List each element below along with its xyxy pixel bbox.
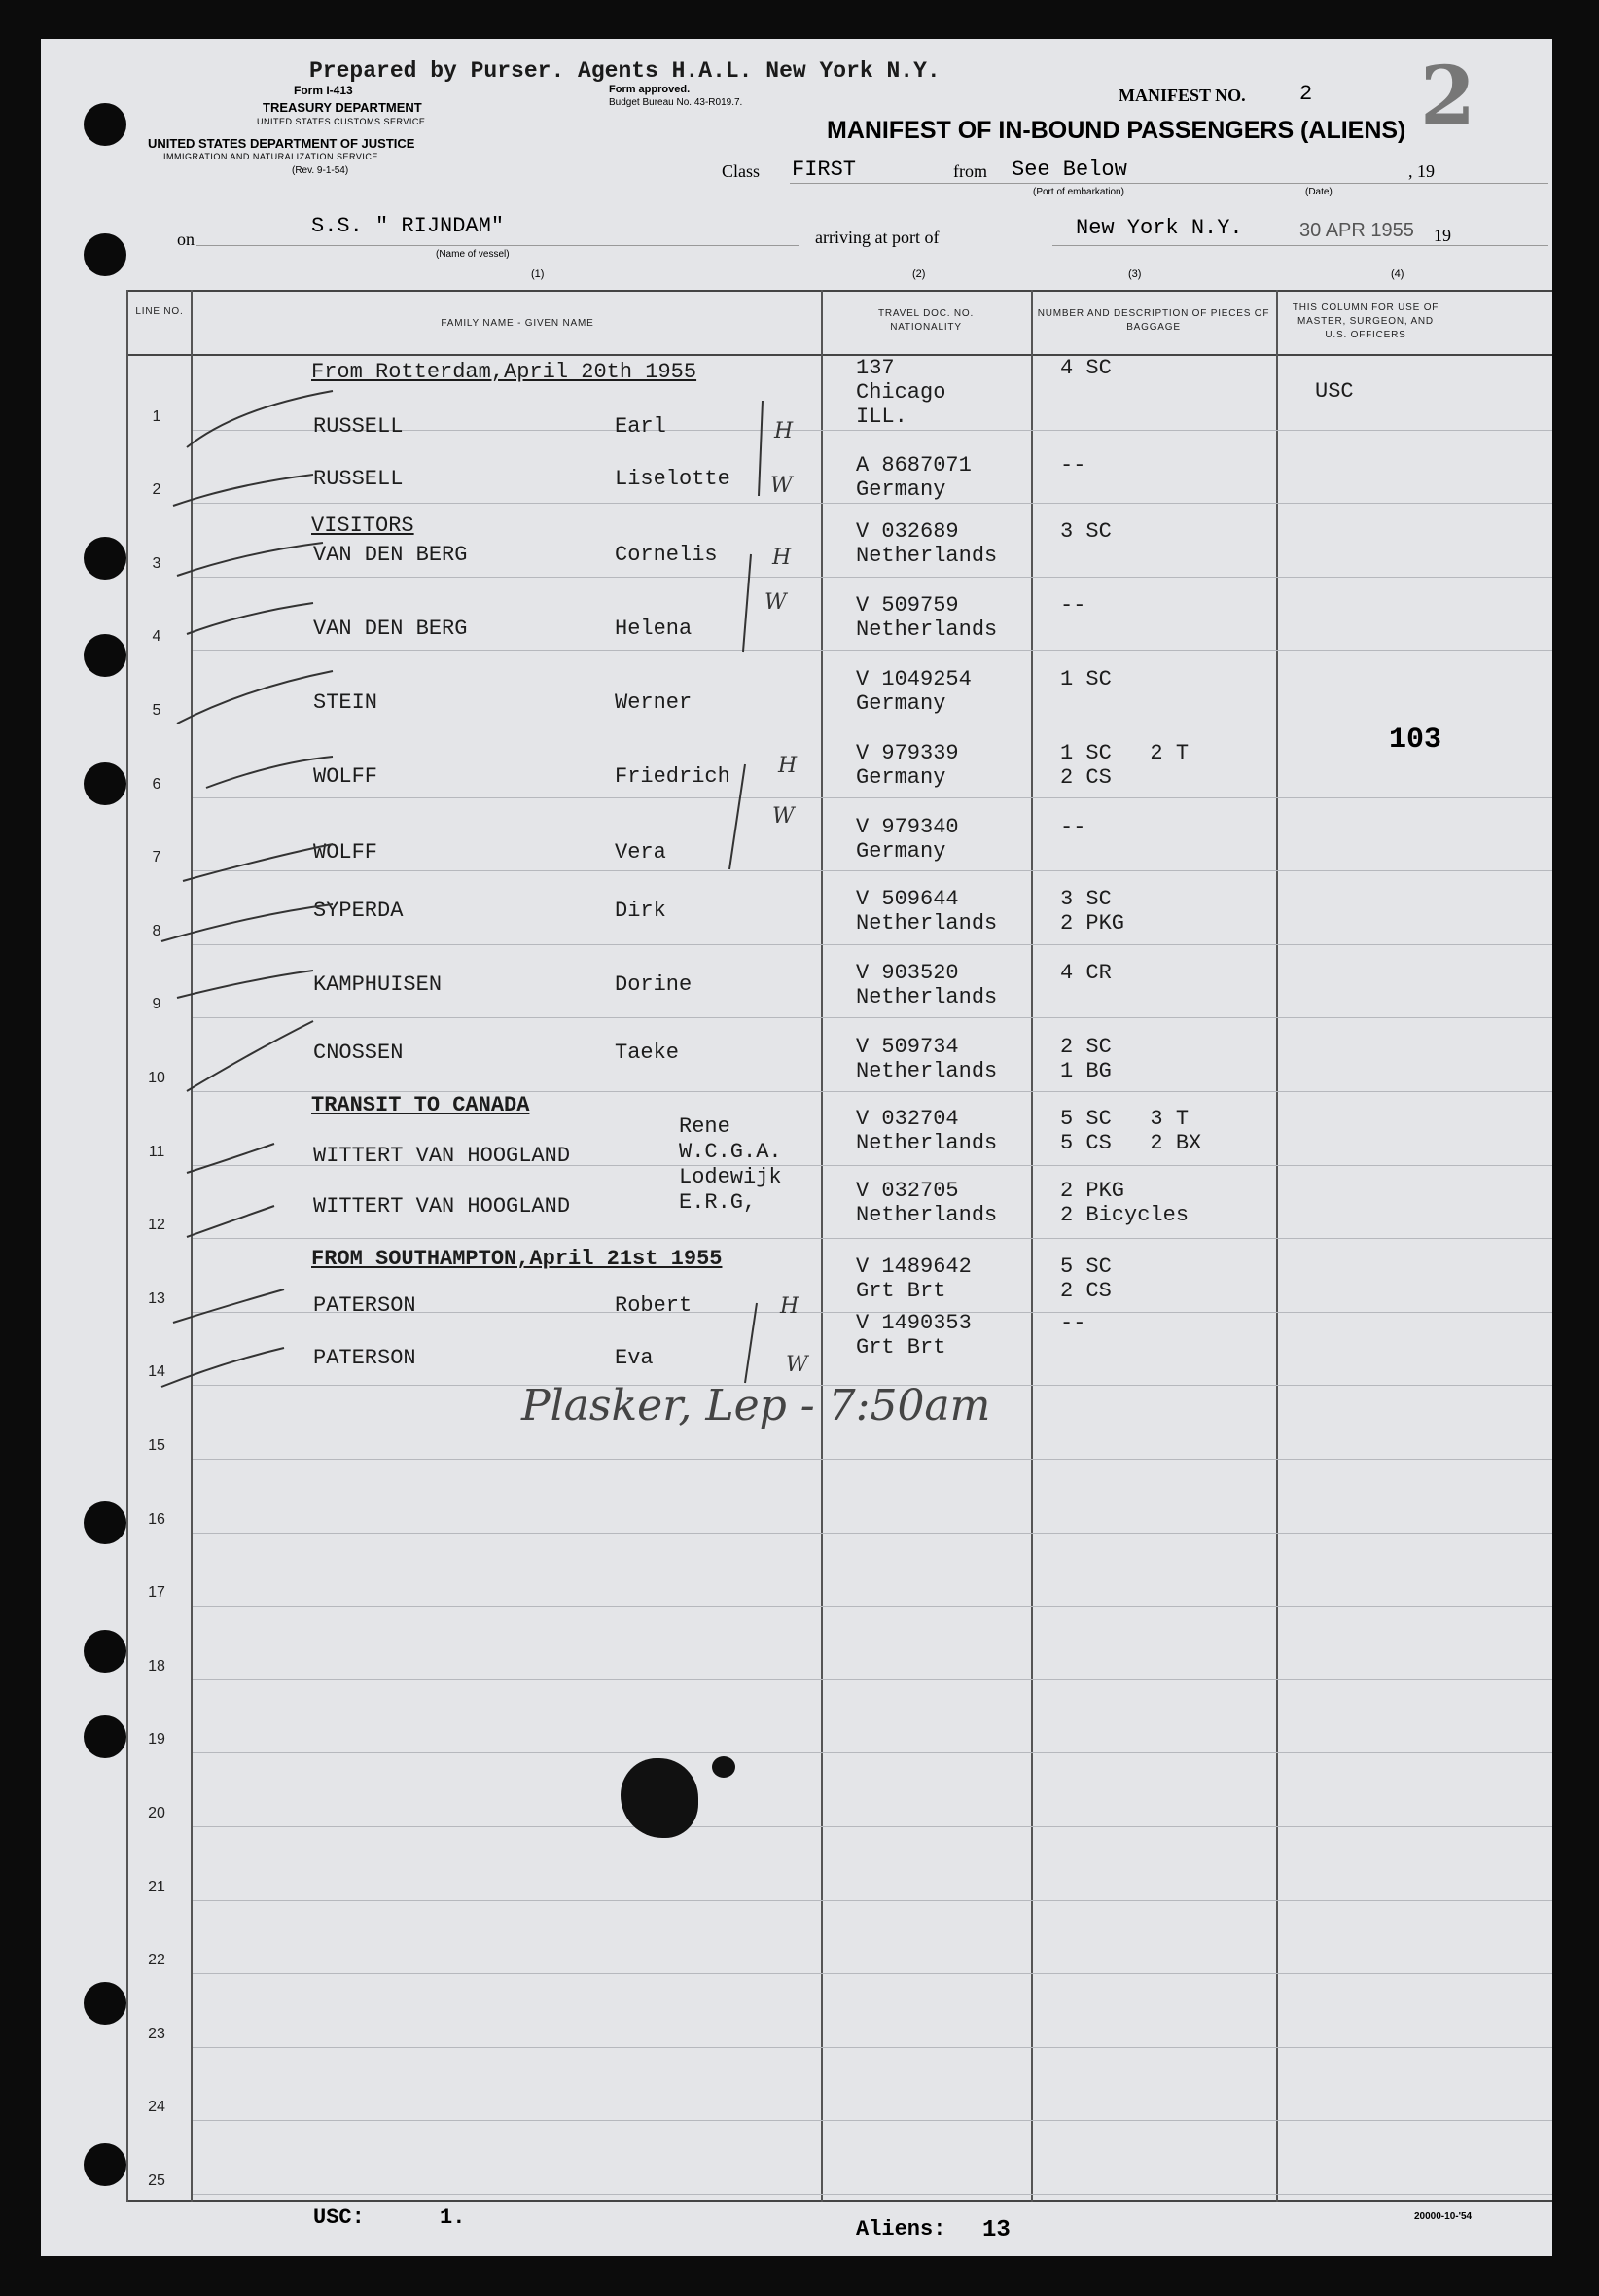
- vessel-label: (Name of vessel): [436, 249, 510, 260]
- budget-bureau: Budget Bureau No. 43-R019.7.: [609, 97, 743, 108]
- travel-doc-no: V 509734: [856, 1035, 959, 1059]
- given-name: Friedrich: [615, 764, 730, 789]
- arrival-port: New York N.Y.: [1076, 216, 1243, 240]
- form-number: Form I-413: [294, 84, 353, 97]
- class-value: FIRST: [792, 158, 857, 182]
- baggage-2: 2 PKG: [1060, 911, 1125, 936]
- baggage-2: 2 CS: [1060, 1279, 1112, 1303]
- line-number: 7: [152, 849, 161, 865]
- nationality: Germany: [856, 691, 946, 716]
- mark-w-1: W: [770, 474, 793, 498]
- travel-doc-no: 137: [856, 356, 895, 380]
- tick-row-11: [187, 1144, 274, 1173]
- baggage: 4 CR: [1060, 961, 1112, 985]
- immigration-service: IMMIGRATION AND NATURALIZATION SERVICE: [163, 152, 378, 161]
- officer-number: 103: [1389, 724, 1442, 757]
- handwritten-note: Plasker, Lep - 7:50am: [521, 1381, 991, 1431]
- col-num-4: (4): [1391, 268, 1404, 280]
- manifest-no-label: MANIFEST NO.: [1119, 86, 1246, 105]
- col-header-baggage: NUMBER AND DESCRIPTION OF PIECES OF BAGGAGE: [1037, 308, 1270, 333]
- footer-usc-value: 1.: [440, 2206, 466, 2230]
- class-label: Class: [722, 161, 761, 181]
- given-name: Eva: [615, 1346, 654, 1370]
- manifest-page: [41, 39, 1552, 2256]
- tick-row-1: [187, 391, 333, 447]
- line-number: 19: [148, 1731, 165, 1748]
- nationality: Netherlands: [856, 1203, 998, 1227]
- line-number: 20: [148, 1805, 165, 1821]
- baggage: 3 SC: [1060, 519, 1112, 544]
- revision-date: (Rev. 9-1-54): [292, 165, 349, 176]
- given-name: Earl: [615, 414, 666, 439]
- baggage-2: 2 CS: [1060, 765, 1112, 790]
- baggage: --: [1060, 1311, 1086, 1335]
- from-label: from: [953, 161, 987, 181]
- line-number: 17: [148, 1584, 165, 1601]
- handwritten-ticks: [41, 39, 1552, 2256]
- mark-h-1: H: [774, 419, 794, 443]
- mark-h-3: H: [778, 754, 798, 778]
- line-number: 13: [148, 1290, 165, 1307]
- arriving-label: arriving at port of: [815, 228, 940, 247]
- family-name: WITTERT VAN HOOGLAND: [313, 1144, 571, 1168]
- family-name: PATERSON: [313, 1293, 416, 1318]
- treasury-department: TREASURY DEPARTMENT: [263, 100, 422, 115]
- line-number: 8: [152, 923, 161, 939]
- family-name: STEIN: [313, 690, 378, 715]
- line-number: 15: [148, 1437, 165, 1454]
- baggage: 1 SC: [1060, 667, 1112, 691]
- bracket-4: [745, 1303, 757, 1383]
- given-name: Lodewijk: [679, 1165, 782, 1189]
- manifest-no-value: 2: [1299, 82, 1313, 106]
- department-of-justice: UNITED STATES DEPARTMENT OF JUSTICE: [148, 136, 415, 151]
- col-header-name: FAMILY NAME - GIVEN NAME: [441, 318, 594, 329]
- footer-aliens-value: 13: [982, 2217, 1011, 2243]
- travel-doc-no: V 903520: [856, 961, 959, 985]
- arrival-date-stamp: 30 APR 1955: [1299, 220, 1414, 241]
- line-number: 5: [152, 702, 161, 719]
- given-name: Dirk: [615, 899, 666, 923]
- line-number: 11: [148, 1144, 165, 1160]
- col-header-travel-doc: TRAVEL DOC. NO. NATIONALITY: [877, 308, 975, 333]
- baggage: 1 SC 2 T: [1060, 741, 1190, 765]
- family-name: RUSSELL: [313, 414, 404, 439]
- col-num-3: (3): [1128, 268, 1142, 280]
- travel-doc-no: V 032704: [856, 1107, 959, 1131]
- bracket-1: [759, 401, 763, 496]
- nationality-2: ILL.: [856, 405, 907, 429]
- on-label: on: [177, 230, 195, 249]
- line-number: 6: [152, 776, 161, 793]
- baggage: 3 SC: [1060, 887, 1112, 911]
- given-name-2: W.C.G.A.: [679, 1140, 782, 1164]
- tick-row-9: [177, 971, 313, 998]
- family-name: WITTERT VAN HOOGLAND: [313, 1194, 571, 1219]
- mark-h-4: H: [780, 1294, 800, 1319]
- travel-doc-no: V 1490353: [856, 1311, 972, 1335]
- officer-note: USC: [1315, 379, 1354, 404]
- section-southampton: FROM SOUTHAMPTON,April 21st 1955: [311, 1247, 723, 1271]
- baggage-2: 2 Bicycles: [1060, 1203, 1190, 1227]
- nationality: Grt Brt: [856, 1335, 946, 1360]
- baggage: 2 SC: [1060, 1035, 1112, 1059]
- baggage: --: [1060, 593, 1086, 618]
- form-approved: Form approved.: [609, 84, 691, 95]
- baggage: --: [1060, 815, 1086, 839]
- travel-doc-no: V 032689: [856, 519, 959, 544]
- given-name: Cornelis: [615, 543, 718, 567]
- line-number: 1: [152, 408, 161, 425]
- given-name: Taeke: [615, 1041, 680, 1065]
- nationality: Germany: [856, 839, 946, 864]
- year-suffix-2: 19: [1434, 226, 1451, 245]
- baggage: 2 PKG: [1060, 1179, 1125, 1203]
- col-header-officers: THIS COLUMN FOR USE OF MASTER, SURGEON, AND U.S. OFFICERS: [1292, 302, 1439, 340]
- tick-row-5: [177, 671, 333, 724]
- given-name: Helena: [615, 617, 693, 641]
- line-number: 16: [148, 1511, 165, 1528]
- family-name: WOLFF: [313, 840, 378, 865]
- bracket-3: [729, 764, 745, 869]
- bracket-2: [743, 554, 751, 652]
- line-number: 25: [148, 2172, 165, 2189]
- given-name: Liselotte: [615, 467, 730, 491]
- travel-doc-no: A 8687071: [856, 453, 972, 477]
- line-number: 9: [152, 996, 161, 1012]
- footer-aliens-label: Aliens:: [856, 2217, 946, 2242]
- given-name: Robert: [615, 1293, 693, 1318]
- section-visitors: VISITORS: [311, 513, 414, 538]
- nationality: Netherlands: [856, 911, 998, 936]
- travel-doc-no: V 979339: [856, 741, 959, 765]
- baggage-2: 5 CS 2 BX: [1060, 1131, 1202, 1155]
- vessel-name: S.S. " RIJNDAM": [311, 214, 505, 238]
- date-label: (Date): [1305, 187, 1332, 197]
- mark-w-4: W: [786, 1353, 808, 1377]
- travel-doc-no: V 1049254: [856, 667, 972, 691]
- line-number: 2: [152, 481, 161, 498]
- tick-row-6: [206, 757, 333, 788]
- section-rotterdam: From Rotterdam,April 20th 1955: [311, 360, 697, 384]
- nationality: Netherlands: [856, 985, 998, 1009]
- nationality: Grt Brt: [856, 1279, 946, 1303]
- manifest-title: MANIFEST OF IN-BOUND PASSENGERS (ALIENS): [827, 117, 1406, 144]
- nationality: Germany: [856, 765, 946, 790]
- travel-doc-no: V 509759: [856, 593, 959, 618]
- port-embarkation-label: (Port of embarkation): [1033, 187, 1124, 197]
- tick-row-2: [173, 475, 313, 506]
- line-number: 12: [148, 1217, 165, 1233]
- nationality: Chicago: [856, 380, 946, 405]
- section-transit-canada: TRANSIT TO CANADA: [311, 1093, 530, 1117]
- family-name: VAN DEN BERG: [313, 617, 468, 641]
- given-name: Dorine: [615, 972, 693, 997]
- line-number: 18: [148, 1658, 165, 1675]
- line-number: 21: [148, 1879, 165, 1895]
- family-name: WOLFF: [313, 764, 378, 789]
- family-name: PATERSON: [313, 1346, 416, 1370]
- travel-doc-no: V 1489642: [856, 1254, 972, 1279]
- tick-row-14: [161, 1348, 284, 1387]
- line-number: 22: [148, 1952, 165, 1968]
- given-name: Vera: [615, 840, 666, 865]
- baggage: 5 SC: [1060, 1254, 1112, 1279]
- print-code: 20000-10-'54: [1414, 2211, 1473, 2222]
- mark-w-3: W: [772, 804, 795, 829]
- line-number: 10: [148, 1070, 165, 1086]
- baggage: 5 SC 3 T: [1060, 1107, 1190, 1131]
- nationality: Germany: [856, 477, 946, 502]
- nationality: Netherlands: [856, 1059, 998, 1083]
- nationality: Netherlands: [856, 618, 998, 642]
- prepared-by-line: Prepared by Purser. Agents H.A.L. New York N.Y.: [309, 58, 941, 84]
- travel-doc-no: V 032705: [856, 1179, 959, 1203]
- given-name-2: E.R.G,: [679, 1190, 757, 1215]
- tick-row-3: [177, 543, 323, 576]
- tick-row-8: [161, 904, 333, 941]
- family-name: KAMPHUISEN: [313, 972, 443, 997]
- tick-row-7: [183, 844, 333, 881]
- given-name: Werner: [615, 690, 693, 715]
- baggage-2: 1 BG: [1060, 1059, 1112, 1083]
- baggage: --: [1060, 453, 1086, 477]
- year-suffix-1: , 19: [1408, 161, 1435, 181]
- family-name: SYPERDA: [313, 899, 404, 923]
- line-number: 24: [148, 2099, 165, 2115]
- family-name: CNOSSEN: [313, 1041, 404, 1065]
- line-number: 4: [152, 628, 161, 645]
- line-number: 3: [152, 555, 161, 572]
- baggage: 4 SC: [1060, 356, 1112, 380]
- col-header-line-no: LINE NO.: [135, 306, 184, 317]
- travel-doc-no: V 979340: [856, 815, 959, 839]
- customs-service: UNITED STATES CUSTOMS SERVICE: [257, 117, 426, 126]
- tick-row-4: [187, 603, 313, 634]
- family-name: RUSSELL: [313, 467, 404, 491]
- mark-w-2: W: [764, 590, 787, 615]
- family-name: VAN DEN BERG: [313, 543, 468, 567]
- manifest-big-number: 2: [1420, 50, 1476, 143]
- mark-h-2: H: [772, 546, 792, 570]
- nationality: Netherlands: [856, 1131, 998, 1155]
- line-number: 14: [148, 1363, 165, 1380]
- tick-row-12: [187, 1206, 274, 1237]
- travel-doc-no: V 509644: [856, 887, 959, 911]
- line-number: 23: [148, 2026, 165, 2042]
- tick-row-13: [173, 1289, 284, 1323]
- tick-row-10: [187, 1021, 313, 1091]
- nationality: Netherlands: [856, 544, 998, 568]
- footer-usc-label: USC:: [313, 2206, 365, 2230]
- col-num-1: (1): [531, 268, 545, 280]
- col-num-2: (2): [912, 268, 926, 280]
- from-value: See Below: [1012, 158, 1127, 182]
- given-name: Rene: [679, 1114, 730, 1139]
